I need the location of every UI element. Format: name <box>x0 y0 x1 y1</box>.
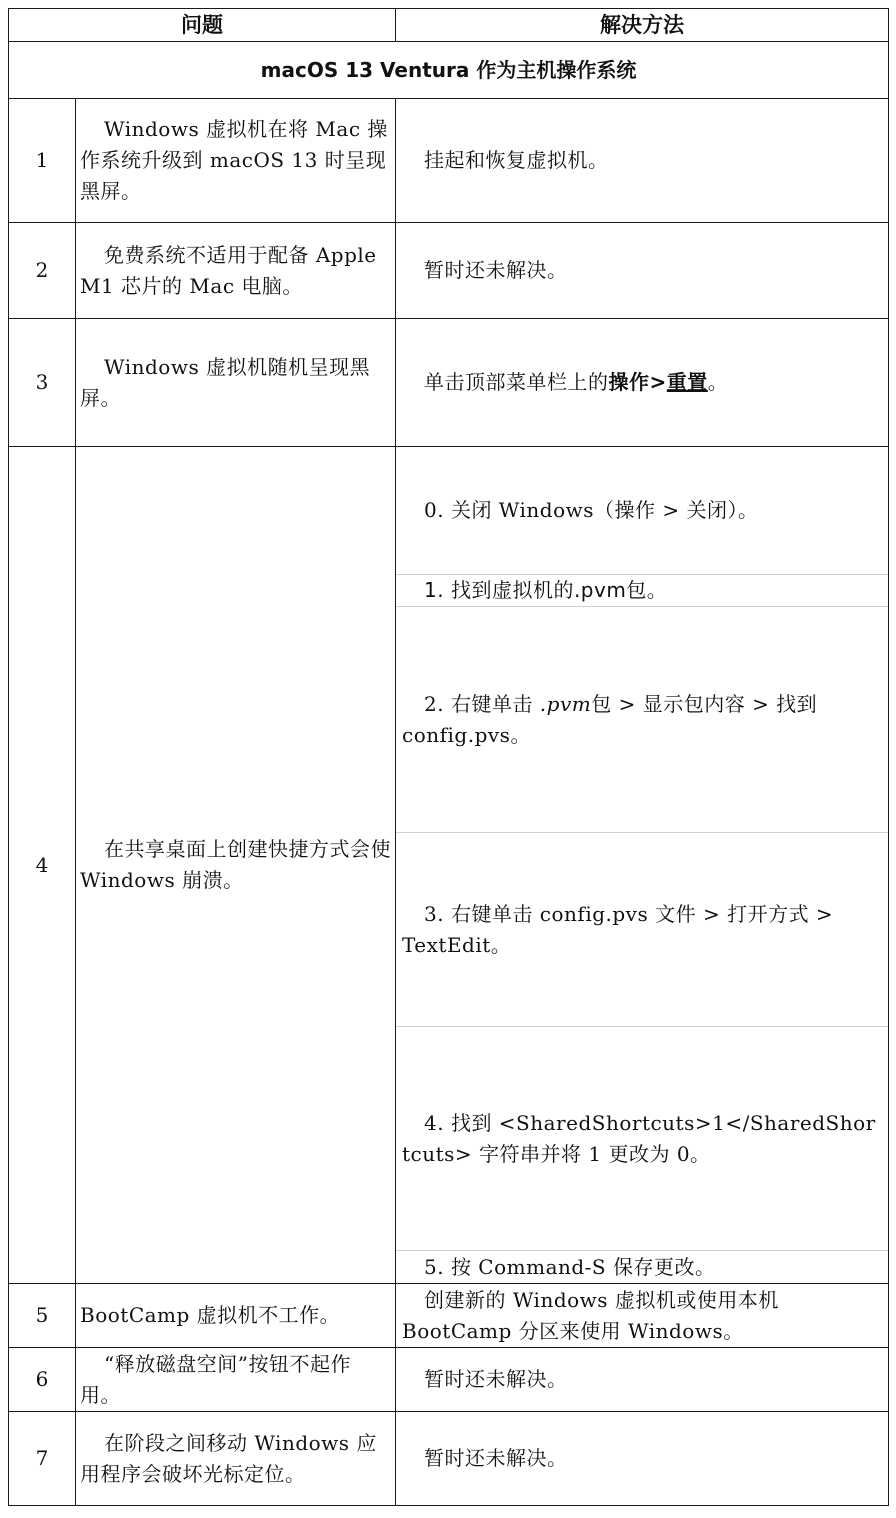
issue-cell: 在阶段之间移动 Windows 应用程序会破坏光标定位。 <box>76 1412 396 1506</box>
solution-cell: 暂时还未解决。 <box>396 1348 889 1412</box>
header-issue: 问题 <box>9 9 396 42</box>
solution-cell <box>396 319 889 447</box>
step-4: 4. 找到 <SharedShortcuts>1</SharedShortcuts> 字符串并将 1 更改为 0。 <box>396 1027 888 1251</box>
section-title: macOS 13 Ventura 作为主机操作系统 <box>9 42 889 99</box>
row-number: 1 <box>9 99 76 223</box>
row-number: 6 <box>9 1348 76 1412</box>
solution-cell: 创建新的 Windows 虚拟机或使用本机 BootCamp 分区来使用 Windows。 <box>396 1284 889 1348</box>
issue-cell: Windows 虚拟机在将 Mac 操作系统升级到 macOS 13 时呈现黑屏。 <box>76 99 396 223</box>
table-row <box>9 1348 889 1412</box>
solution-text: 单击顶部菜单栏上的 <box>424 370 609 394</box>
table-header-row <box>9 9 889 42</box>
solution-cell: 暂时还未解决。 <box>396 1412 889 1506</box>
menu-path-action: 操作> <box>608 370 667 394</box>
menu-path-reset: 重置 <box>666 370 708 394</box>
step-1: 1. 找到虚拟机的.pvm包。 <box>396 575 888 607</box>
section-row <box>9 42 889 99</box>
row-number: 2 <box>9 223 76 319</box>
solution-cell: 挂起和恢复虚拟机。 <box>396 99 889 223</box>
solution-text-end: 。 <box>707 370 729 394</box>
header-solution: 解决方法 <box>396 9 889 42</box>
step-5: 5. 按 Command-S 保存更改。 <box>424 1254 716 1279</box>
issue-cell: 在共享桌面上创建快捷方式会使 Windows 崩溃。 <box>76 447 396 1284</box>
step-3: 3. 右键单击 config.pvs 文件 > 打开方式 > TextEdit。 <box>396 833 888 1027</box>
table-row <box>9 447 889 1284</box>
solution-cell: 暂时还未解决。 <box>396 223 889 319</box>
document-page <box>8 8 888 1508</box>
table-row <box>9 319 889 447</box>
table-row <box>9 1412 889 1506</box>
solution-steps <box>396 447 889 1284</box>
table-row <box>9 1284 889 1348</box>
table-row <box>9 223 889 319</box>
table-row <box>9 99 889 223</box>
known-issues-table <box>8 8 889 1506</box>
row-number: 4 <box>9 447 76 1284</box>
row-number: 3 <box>9 319 76 447</box>
pvm-extension: .pvm <box>539 691 592 716</box>
issue-cell: BootCamp 虚拟机不工作。 <box>76 1284 396 1348</box>
row-number: 7 <box>9 1412 76 1506</box>
issue-cell: 免费系统不适用于配备 Apple M1 芯片的 Mac 电脑。 <box>76 223 396 319</box>
issue-cell: “释放磁盘空间”按钮不起作用。 <box>76 1348 396 1412</box>
issue-cell: Windows 虚拟机随机呈现黑屏。 <box>76 319 396 447</box>
row-number: 5 <box>9 1284 76 1348</box>
step-0: 0. 关闭 Windows（操作 > 关闭）。 <box>396 447 888 575</box>
step-2: 2. 右键单击 .pvm包 > 显示包内容 > 找到 config.pvs。 <box>396 607 888 833</box>
